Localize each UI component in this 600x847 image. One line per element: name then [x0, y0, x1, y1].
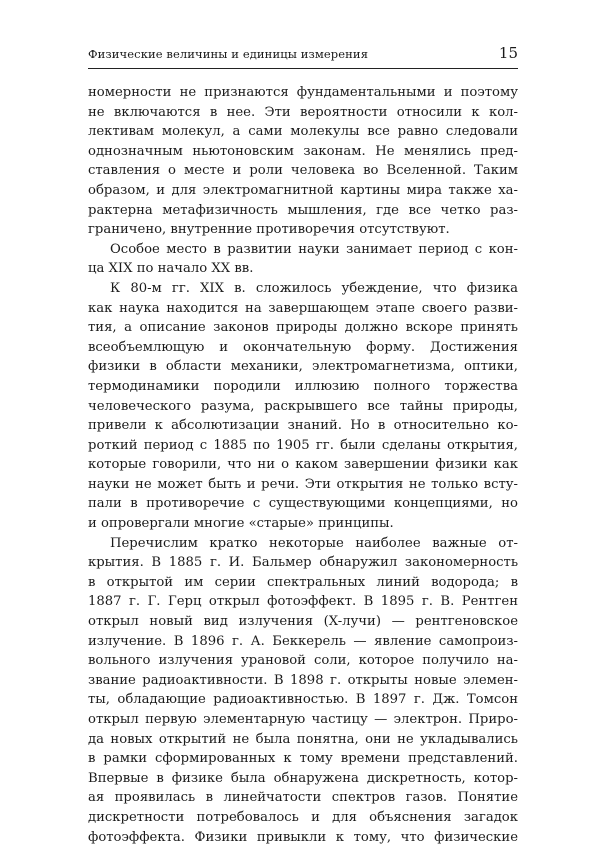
text-line: Особое место в развитии науки занимает период с кон- [110, 241, 518, 257]
paragraph [88, 83, 518, 240]
text-line: всеобъемлющую и окончательную форму. Достижения [88, 339, 518, 355]
text-line: не включаются в нее. Эти вероятности относили к кол- [88, 104, 518, 120]
text-line: однозначным ньютоновским законам. Не менялись пред- [88, 143, 518, 159]
text-line: граничено, внутренние противоречия отсутствуют. [88, 222, 450, 238]
text-line: науки не может быть и речи. Эти открытия не только всту- [88, 476, 518, 492]
text-line: лективам молекул, а сами молекулы все равно следовали [88, 124, 518, 140]
text-line: излучение. В 1896 г. А. Беккерель — явление самопроиз- [88, 633, 518, 649]
text-line: и опровергали многие «старые» принципы. [88, 516, 394, 532]
text-line: 1887 г. Г. Герц открыл фотоэффект. В 1895 г. В. Рентген [88, 594, 518, 610]
running-title: Физические величины и единицы измерения [88, 47, 369, 61]
text-line: рактерна метафизичность мышления, где все четко раз- [88, 202, 518, 218]
text-line: да новых открытий не была понятна, они не укладывались [88, 731, 518, 747]
paragraph [88, 534, 518, 847]
text-line: вольного излучения урановой соли, которое получило на- [88, 653, 518, 669]
paragraph [88, 240, 518, 279]
text-line: номерности не признаются фундаментальными и поэтому [88, 85, 518, 100]
text-line: крытия. В 1885 г. И. Бальмер обнаружил закономерность [88, 555, 518, 571]
text-line: термодинамики породили иллюзию полного торжества [88, 378, 518, 394]
text-line: в открытой им серии спектральных линий водорода; в [88, 574, 518, 590]
text-line: привели к абсолютизации знаний. Но в относительно ко- [88, 418, 518, 434]
body-text [88, 83, 518, 847]
text-line: которые говорили, что ни о каком завершении физики как [88, 457, 518, 473]
running-header [88, 44, 518, 69]
text-line: физики в области механики, электромагнетизма, оптики, [88, 359, 518, 375]
text-line: тия, а описание законов природы должно вскоре принять [88, 320, 518, 336]
text-line: открыл новый вид излучения (X-лучи) — рентгеновское [88, 614, 518, 630]
text-line: ставления о месте и роли человека во Вселенной. Таким [88, 163, 518, 179]
text-line: дискретности потребовалось и для объяснения загадок [88, 809, 518, 825]
text-line: Впервые в физике была обнаружена дискретность, котор- [88, 770, 518, 786]
book-page [88, 44, 518, 847]
text-line: звание радиоактивности. В 1898 г. открыты новые элемен- [88, 672, 518, 688]
text-line: ты, обладающие радиоактивностью. В 1897 г. Дж. Томсон [88, 692, 518, 708]
text-line: фотоэффекта. Физики привыкли к тому, что физические [88, 829, 518, 845]
text-line: ца XIX по начало XX вв. [88, 261, 254, 277]
text-line: ая проявилась в линейчатости спектров газов. Понятие [88, 790, 518, 806]
page-number: 15 [498, 44, 518, 62]
text-line: пали в противоречие с существующими концепциями, но [88, 496, 518, 512]
text-line: образом, и для электромагнитной картины мира также ха- [88, 182, 518, 198]
text-line: К 80-м гг. XIX в. сложилось убеждение, что физика [110, 280, 518, 296]
text-line: в рамки сформированных к тому времени представлений. [88, 751, 518, 767]
paragraph [88, 279, 518, 534]
text-line: роткий период с 1885 по 1905 гг. были сделаны открытия, [88, 437, 518, 453]
text-line: открыл первую элементарную частицу — электрон. Приро- [88, 712, 518, 727]
text-line: Перечислим кратко некоторые наиболее важные от- [110, 535, 518, 551]
text-line: человеческого разума, раскрывшего все тайны природы, [88, 398, 518, 414]
text-line: как наука находится на завершающем этапе своего разви- [88, 300, 518, 316]
